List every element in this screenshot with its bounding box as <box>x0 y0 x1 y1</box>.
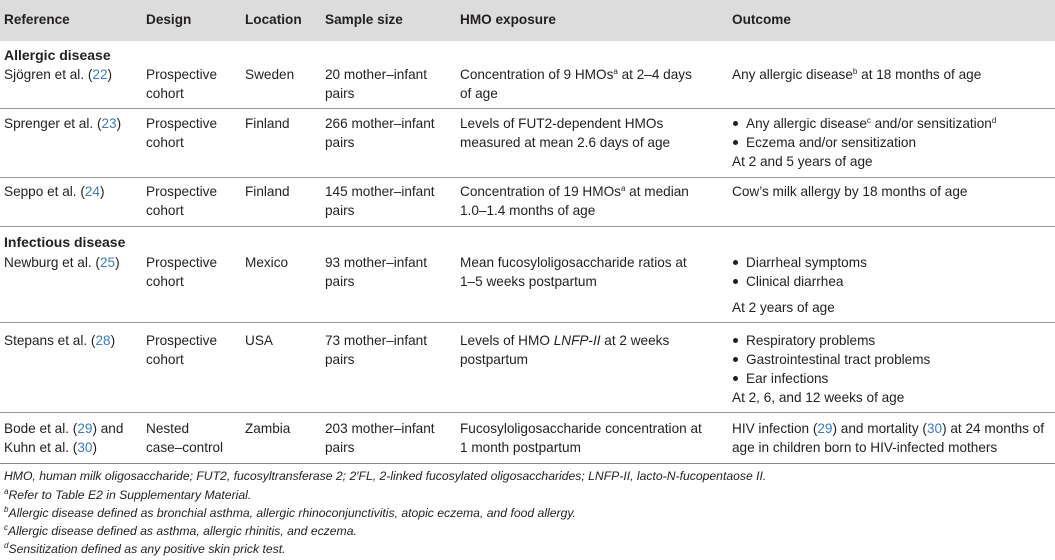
citation-link[interactable]: 23 <box>101 116 117 131</box>
outcome-text: Any allergic disease <box>732 67 853 82</box>
sample-line: pairs <box>325 86 355 101</box>
reference-author: Bode et al. ( <box>4 421 78 436</box>
table-cell-hmo-exposure <box>460 182 689 220</box>
design-line: cohort <box>146 352 184 367</box>
outcome-timing: At 2, 6, and 12 weeks of age <box>732 390 905 405</box>
table-cell-location: Mexico <box>245 255 289 270</box>
table-cell-design <box>146 419 223 457</box>
reference-close: ) <box>92 440 97 455</box>
design-line: Nested <box>146 421 190 436</box>
design-line: cohort <box>146 86 184 101</box>
table-cell-outcome <box>732 253 867 317</box>
footnote-marker: d <box>991 116 997 125</box>
footnote-marker: d <box>4 541 9 550</box>
table-cell-location: USA <box>245 333 273 348</box>
hmo-line: measured at mean 2.6 days of age <box>460 135 671 150</box>
table-bottom-rule <box>0 463 1055 464</box>
sample-line: pairs <box>325 352 355 367</box>
reference-author: Sjögren et al. ( <box>4 67 93 82</box>
sample-line: pairs <box>325 203 355 218</box>
outcome-text: at 18 months of age <box>857 67 982 82</box>
footnote-d <box>4 542 286 556</box>
outcome-text: HIV infection ( <box>732 421 818 436</box>
row-divider <box>0 108 1055 109</box>
footnote-c <box>4 524 357 538</box>
footnote-text: Allergic disease defined as asthma, allergic rhinitis, and eczema. <box>8 524 357 538</box>
table-cell-sample-size <box>325 253 427 291</box>
reference-author: Newburg et al. ( <box>4 255 100 270</box>
outcome-list <box>732 253 867 291</box>
footnote-text: Sensitization defined as any positive skin prick test. <box>8 542 286 556</box>
table-cell-reference <box>4 419 123 457</box>
hmo-line <box>460 331 669 350</box>
table-cell-design <box>146 182 217 220</box>
list-item: Respiratory problems <box>732 331 930 350</box>
table-cell-location: Sweden <box>245 67 295 82</box>
list-item: Clinical diarrhea <box>732 272 867 291</box>
footnote-marker: a <box>4 487 9 496</box>
table-cell-sample-size <box>325 182 435 220</box>
outcome-timing: At 2 and 5 years of age <box>732 154 873 169</box>
table-cell-outcome: Cow’s milk allergy by 18 months of age <box>732 184 968 199</box>
design-line: cohort <box>146 135 184 150</box>
design-line: Prospective <box>146 67 218 82</box>
reference-author: Stepans et al. ( <box>4 333 96 348</box>
design-line: case–control <box>146 440 224 455</box>
col-header-design: Design <box>146 12 192 27</box>
table-cell-hmo-exposure <box>460 419 702 457</box>
row-divider <box>0 412 1055 413</box>
footnote-text: Allergic disease defined as bronchial asthma, allergic rhinoconjunctivitis, atopic eczema, and food allergy. <box>8 506 576 520</box>
reference-author: Seppo et al. ( <box>4 184 85 199</box>
footnote-a <box>4 488 251 502</box>
hmo-line <box>460 182 689 201</box>
reference-close: ) <box>110 333 116 348</box>
sample-line: 266 mother–infant <box>325 116 435 131</box>
table-cell-location: Finland <box>245 116 290 131</box>
col-header-reference: Reference <box>4 12 70 27</box>
hmo-line: Mean fucosyloligosaccharide ratios at <box>460 255 687 270</box>
hmo-text: Concentration of 9 HMOs <box>460 67 614 82</box>
reference-close: ) <box>107 67 113 82</box>
table-cell-sample-size <box>325 114 435 152</box>
footnote-marker: a <box>613 67 618 76</box>
hmo-text: Levels of HMO <box>460 333 554 348</box>
row-divider <box>0 322 1055 323</box>
table-cell-outcome <box>732 419 1044 457</box>
outcome-text: Any allergic disease <box>746 116 867 131</box>
table-cell-reference <box>4 182 105 201</box>
col-header-hmo-exposure: HMO exposure <box>460 12 556 27</box>
table-cell-location: Zambia <box>245 421 291 436</box>
citation-link[interactable]: 22 <box>92 67 108 82</box>
hmo-line: Fucosyloligosaccharide concentration at <box>460 421 702 436</box>
sample-line: pairs <box>325 274 355 289</box>
table-cell-hmo-exposure <box>460 114 670 152</box>
design-line: Prospective <box>146 333 218 348</box>
sample-line: pairs <box>325 440 355 455</box>
hmo-line: postpartum <box>460 352 529 367</box>
row-divider <box>0 177 1055 178</box>
table-cell-sample-size <box>325 65 427 103</box>
sample-line: 145 mother–infant <box>325 184 435 199</box>
table-cell-outcome <box>732 65 981 84</box>
hmo-text: at 2–4 days <box>617 67 692 82</box>
outcome-text: ) and mortality ( <box>832 421 927 436</box>
footnote-marker: b <box>4 505 9 514</box>
outcome-line: age in children born to HIV-infected mothers <box>732 440 998 455</box>
citation-link[interactable]: 29 <box>817 421 833 436</box>
table-cell-sample-size <box>325 331 427 369</box>
list-item: Eczema and/or sensitization <box>732 133 996 152</box>
outcome-line <box>732 419 1044 438</box>
list-item <box>732 114 996 133</box>
table-cell-location: Finland <box>245 184 290 199</box>
hmo-line: Levels of FUT2-dependent HMOs <box>460 116 664 131</box>
hmo-text: at median <box>625 184 689 199</box>
footnote-marker: c <box>866 116 871 125</box>
sample-line: 20 mother–infant <box>325 67 428 82</box>
section-heading-allergic: Allergic disease <box>4 47 111 63</box>
table-cell-hmo-exposure <box>460 253 687 291</box>
list-item: Ear infections <box>732 369 930 388</box>
design-line: Prospective <box>146 255 218 270</box>
design-line: Prospective <box>146 116 218 131</box>
citation-link[interactable]: 24 <box>84 184 100 199</box>
design-line: Prospective <box>146 184 218 199</box>
footnote-text: Refer to Table E2 in Supplementary Material. <box>8 488 252 502</box>
reference-close: ) <box>116 116 122 131</box>
hmo-compound-name: LNFP-II <box>553 333 601 348</box>
table-cell-reference <box>4 65 112 84</box>
outcome-timing: At 2 years of age <box>732 300 835 315</box>
reference-close: ) <box>99 184 105 199</box>
table-cell-hmo-exposure <box>460 331 669 369</box>
reference-close: ) <box>115 255 120 270</box>
table-cell-outcome <box>732 114 996 171</box>
hmo-line: 1–5 weeks postpartum <box>460 274 597 289</box>
row-divider <box>0 226 1055 227</box>
sample-line: 93 mother–infant <box>325 255 428 270</box>
hmo-line: 1 month postpartum <box>460 440 581 455</box>
reference-close: ) and <box>92 421 124 436</box>
footnote-marker: c <box>4 523 8 532</box>
sample-line: pairs <box>325 135 355 150</box>
reference-line <box>4 419 123 438</box>
footnote-marker: b <box>852 67 858 76</box>
reference-author: Kuhn et al. ( <box>4 440 78 455</box>
section-heading-infectious: Infectious disease <box>4 234 126 250</box>
outcome-text: ) at 24 months of <box>942 421 1045 436</box>
sample-line: 203 mother–infant <box>325 421 435 436</box>
outcome-list <box>732 114 996 152</box>
reference-author: Sprenger et al. ( <box>4 116 102 131</box>
hmo-text: Concentration of 19 HMOs <box>460 184 621 199</box>
citation-link[interactable]: 28 <box>95 333 111 348</box>
outcome-text: and/or sensitization <box>870 116 992 131</box>
hmo-line <box>460 65 692 84</box>
outcome-list <box>732 331 930 388</box>
citation-link[interactable]: 25 <box>99 255 116 270</box>
table-cell-hmo-exposure <box>460 65 692 103</box>
table-cell-reference <box>4 331 115 350</box>
footnote-marker: a <box>620 184 626 193</box>
table-cell-reference <box>4 114 121 133</box>
col-header-location: Location <box>245 12 302 27</box>
design-line: cohort <box>146 274 184 289</box>
footnote-abbreviations: HMO, human milk oligosaccharide; FUT2, fucosyltransferase 2; 2′FL, 2-linked fucosylated oligosaccharides; LNFP-II, lacto-N-fucopentaose II. <box>4 469 767 483</box>
citation-link[interactable]: 29 <box>77 421 93 436</box>
citation-link[interactable]: 30 <box>926 421 943 436</box>
hmo-text: at 2 weeks <box>600 333 670 348</box>
sample-line: 73 mother–infant <box>325 333 428 348</box>
col-header-sample-size: Sample size <box>325 12 403 27</box>
table-cell-outcome <box>732 331 930 407</box>
hmo-line: of age <box>460 86 498 101</box>
table-cell-sample-size <box>325 419 435 457</box>
design-line: cohort <box>146 203 184 218</box>
citation-link[interactable]: 30 <box>77 440 93 455</box>
table-cell-design <box>146 331 217 369</box>
table-cell-reference <box>4 253 120 272</box>
list-item: Diarrheal symptoms <box>732 253 867 272</box>
table-cell-design <box>146 65 217 103</box>
table-cell-design <box>146 253 217 291</box>
footnote-b <box>4 506 576 520</box>
list-item: Gastrointestinal tract problems <box>732 350 930 369</box>
hmo-line: 1.0–1.4 months of age <box>460 203 596 218</box>
reference-line <box>4 438 123 457</box>
table-cell-design <box>146 114 217 152</box>
col-header-outcome: Outcome <box>732 12 791 27</box>
